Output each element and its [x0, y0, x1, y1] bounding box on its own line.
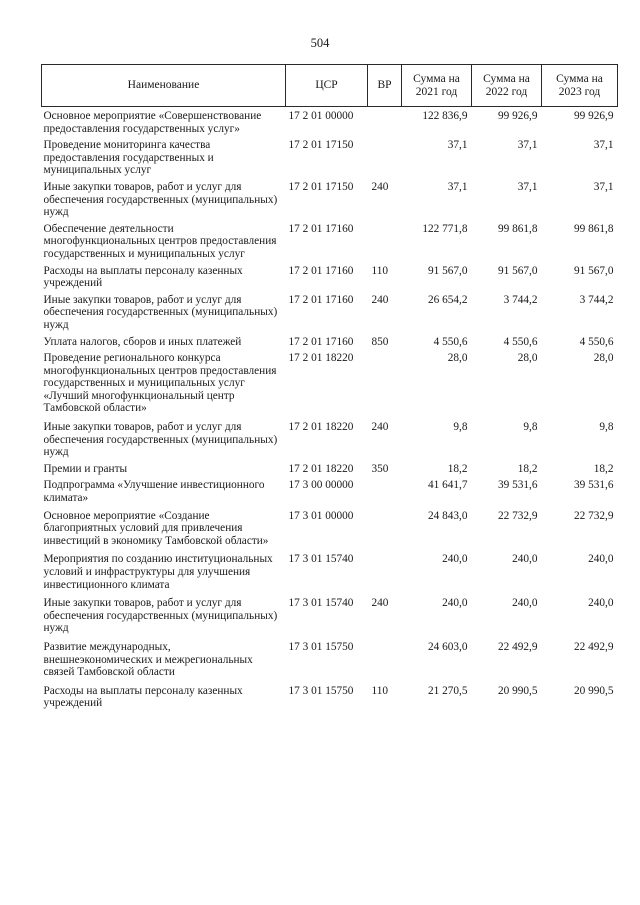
table-row	[42, 421, 618, 463]
row-vr-code: 240	[371, 597, 389, 610]
header-sum-2022: Сумма на 2022 год	[472, 65, 542, 107]
row-name: Проведение регионального конкурса многофункциональных центров предоставления государственных и муниципальных услуг «Лучший многофункциональный центр Тамбовской области»	[43, 352, 277, 415]
row-sum-2021: 18,2	[447, 462, 468, 475]
row-sum-2023: 39 531,6	[573, 479, 614, 492]
row-name: Расходы на выплаты персоналу казенных учреждений	[43, 264, 243, 290]
row-sum-2023: 37,1	[593, 180, 614, 193]
row-name: Премии и гранты	[43, 462, 128, 475]
table-row	[42, 107, 618, 140]
row-csr-code: 17 2 01 17160	[288, 335, 354, 348]
row-sum-2022: 37,1	[517, 180, 538, 193]
row-sum-2021: 240,0	[442, 597, 468, 610]
row-sum-2021: 28,0	[447, 352, 468, 365]
row-name: Подпрограмма «Улучшение инвестиционного климата»	[43, 479, 265, 505]
row-csr-code: 17 3 01 00000	[288, 509, 354, 522]
row-sum-2022: 37,1	[517, 139, 538, 152]
header-vr: ВР	[368, 65, 402, 107]
page-number: 504	[310, 36, 330, 50]
row-sum-2021: 37,1	[447, 180, 468, 193]
budget-table	[41, 64, 618, 710]
row-sum-2023: 18,2	[593, 462, 614, 475]
row-sum-2023: 4 550,6	[579, 335, 614, 348]
row-name: Обеспечение деятельности многофункциональных центров предоставления государственных и муниципальных услуг	[43, 222, 277, 260]
row-csr-code: 17 3 01 15750	[288, 640, 354, 653]
table-row	[42, 336, 618, 353]
row-csr-code: 17 2 01 00000	[288, 110, 354, 122]
row-vr-code: 350	[371, 462, 389, 475]
row-sum-2023: 240,0	[588, 553, 614, 566]
row-sum-2023: 99 926,9	[573, 110, 614, 122]
row-sum-2022: 18,2	[517, 462, 538, 475]
row-sum-2023: 240,0	[588, 597, 614, 610]
row-sum-2023: 99 861,8	[573, 222, 614, 235]
budget-table-container	[41, 64, 617, 710]
row-csr-code: 17 2 01 17150	[288, 180, 354, 193]
row-sum-2022: 9,8	[523, 421, 538, 434]
row-sum-2021: 240,0	[442, 553, 468, 566]
row-sum-2023: 37,1	[593, 139, 614, 152]
row-vr-code	[368, 553, 402, 597]
row-name: Проведение мониторинга качества предоставления государственных и муниципальных услуг	[43, 139, 214, 177]
row-sum-2021: 24 603,0	[427, 640, 468, 653]
row-sum-2021: 4 550,6	[433, 335, 468, 348]
row-name: Основное мероприятие «Совершенствование предоставления государственных услуг»	[43, 110, 262, 135]
row-vr-code	[368, 641, 402, 685]
row-csr-code: 17 2 01 17150	[288, 139, 354, 152]
row-sum-2023: 9,8	[599, 421, 614, 434]
row-vr-code	[368, 223, 402, 265]
row-vr-code: 110	[371, 264, 389, 277]
table-row	[42, 181, 618, 223]
row-name: Основное мероприятие «Создание благоприятных условий для привлечения инвестиций в экономику Тамбовской области»	[43, 509, 269, 547]
row-sum-2021: 26 654,2	[427, 293, 468, 306]
row-csr-code: 17 3 01 15740	[288, 553, 354, 566]
table-row	[42, 553, 618, 597]
row-name: Развитие международных, внешнеэкономических и межрегиональных связей Тамбовской области	[43, 640, 253, 679]
row-sum-2022: 240,0	[512, 553, 538, 566]
table-row	[42, 294, 618, 336]
table-row	[42, 352, 618, 421]
row-csr-code: 17 2 01 17160	[288, 264, 354, 277]
row-name: Мероприятия по созданию институциональных условий и инфраструктуры для улучшения инвестиционного климата	[43, 553, 273, 591]
row-vr-code: 240	[371, 180, 389, 193]
row-csr-code: 17 2 01 18220	[288, 352, 354, 365]
table-row	[42, 597, 618, 641]
table-header	[42, 65, 618, 107]
row-sum-2023: 20 990,5	[573, 684, 614, 697]
row-vr-code	[368, 107, 402, 140]
row-sum-2021: 37,1	[447, 139, 468, 152]
row-sum-2023: 22 732,9	[573, 509, 614, 522]
row-sum-2023: 22 492,9	[573, 640, 614, 653]
table-row	[42, 479, 618, 509]
row-csr-code: 17 2 01 18220	[288, 421, 354, 434]
row-sum-2022: 99 861,8	[497, 222, 538, 235]
table-row	[42, 265, 618, 294]
row-csr-code: 17 3 01 15750	[288, 684, 354, 697]
row-sum-2021: 122 771,8	[422, 222, 468, 235]
row-name: Иные закупки товаров, работ и услуг для обеспечения государственных (муниципальных) нужд	[43, 597, 278, 635]
header-csr: ЦСР	[286, 65, 368, 107]
row-vr-code	[368, 479, 402, 509]
row-sum-2022: 4 550,6	[503, 335, 538, 348]
table-row	[42, 641, 618, 685]
row-vr-code: 240	[371, 293, 389, 306]
row-sum-2021: 41 641,7	[427, 479, 468, 492]
table-row	[42, 223, 618, 265]
row-sum-2022: 22 492,9	[497, 640, 538, 653]
header-name: Наименование	[42, 65, 286, 107]
row-sum-2022: 20 990,5	[497, 684, 538, 697]
header-sum-2023: Сумма на 2023 год	[542, 65, 618, 107]
row-sum-2021: 91 567,0	[427, 264, 468, 277]
row-vr-code: 240	[371, 421, 389, 434]
row-sum-2023: 3 744,2	[579, 293, 614, 306]
table-body	[42, 107, 618, 710]
row-sum-2022: 240,0	[512, 597, 538, 610]
row-vr-code	[368, 352, 402, 421]
table-row	[42, 463, 618, 480]
row-sum-2022: 22 732,9	[497, 509, 538, 522]
row-sum-2021: 21 270,5	[427, 684, 468, 697]
row-sum-2021: 9,8	[453, 421, 468, 434]
row-vr-code: 850	[371, 335, 389, 348]
row-csr-code: 17 2 01 18220	[288, 462, 354, 475]
row-name: Уплата налогов, сборов и иных платежей	[43, 335, 242, 348]
row-sum-2022: 99 926,9	[497, 110, 538, 122]
row-csr-code: 17 3 01 15740	[288, 597, 354, 610]
row-sum-2021: 122 836,9	[422, 110, 468, 122]
row-sum-2022: 91 567,0	[497, 264, 538, 277]
row-sum-2022: 28,0	[517, 352, 538, 365]
row-sum-2023: 28,0	[593, 352, 614, 365]
row-name: Иные закупки товаров, работ и услуг для обеспечения государственных (муниципальных) нужд	[43, 421, 278, 459]
row-sum-2022: 3 744,2	[503, 293, 538, 306]
row-name: Расходы на выплаты персоналу казенных учреждений	[43, 684, 243, 710]
table-row	[42, 139, 618, 181]
row-csr-code: 17 2 01 17160	[288, 222, 354, 235]
row-name: Иные закупки товаров, работ и услуг для обеспечения государственных (муниципальных) нужд	[43, 180, 278, 219]
row-sum-2023: 91 567,0	[573, 264, 614, 277]
row-name: Иные закупки товаров, работ и услуг для обеспечения государственных (муниципальных) нужд	[43, 293, 278, 331]
row-sum-2022: 39 531,6	[497, 479, 538, 492]
table-row	[42, 510, 618, 554]
row-csr-code: 17 3 00 00000	[288, 479, 354, 492]
table-row	[42, 685, 618, 710]
row-sum-2021: 24 843,0	[427, 509, 468, 522]
row-vr-code	[368, 139, 402, 181]
row-vr-code: 110	[371, 684, 389, 697]
row-csr-code: 17 2 01 17160	[288, 293, 354, 306]
row-vr-code	[368, 510, 402, 554]
header-sum-2021: Сумма на 2021 год	[402, 65, 472, 107]
